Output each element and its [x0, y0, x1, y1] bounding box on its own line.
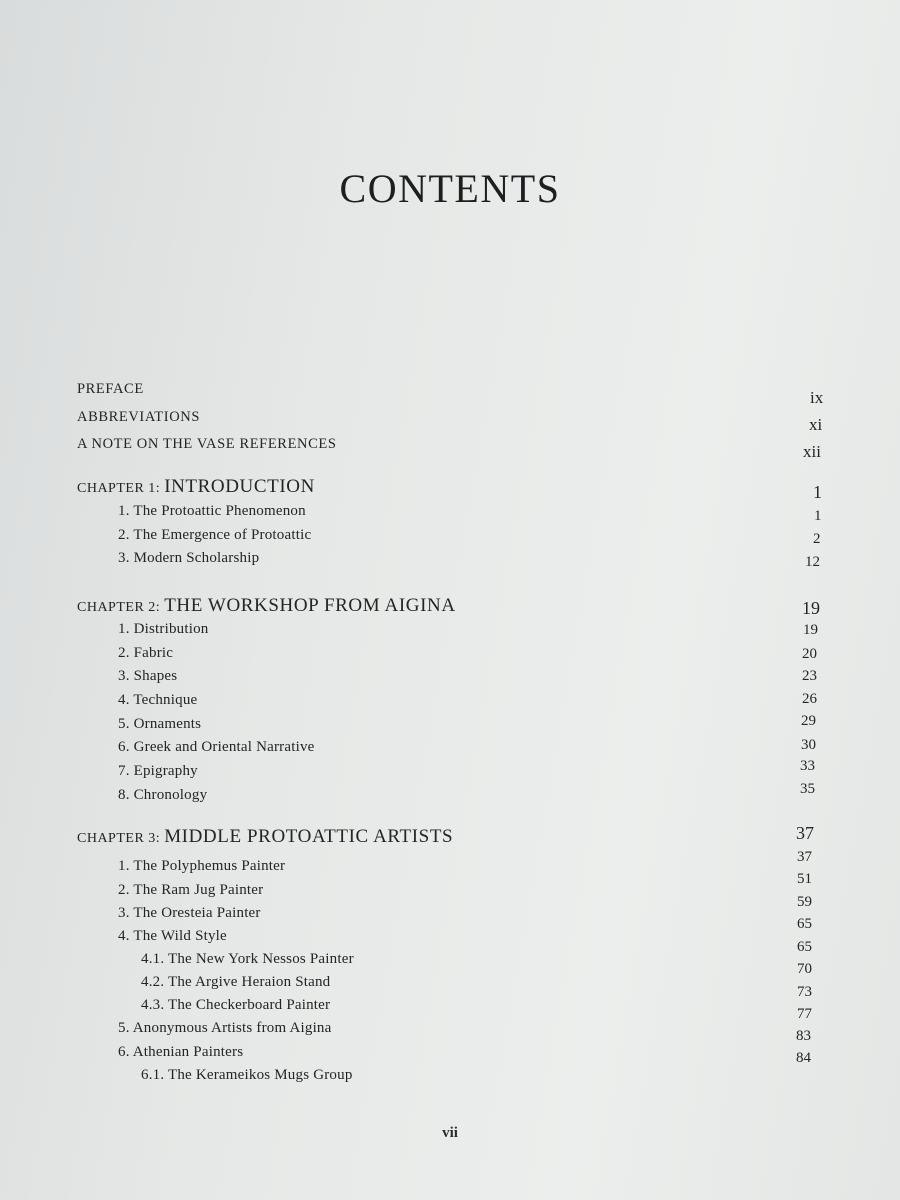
toc-entry-label: 4.1. The New York Nessos Painter [141, 951, 354, 967]
toc-section [0, 739, 900, 761]
toc-entry-label: 1. Distribution [118, 621, 209, 637]
toc-page-number: 12 [805, 554, 820, 570]
toc-section [0, 692, 900, 714]
toc-section [0, 668, 900, 690]
toc-entry-label: 7. Epigraphy [118, 763, 198, 779]
toc-page-number: 65 [797, 916, 812, 932]
page-folio: vii [442, 1125, 458, 1141]
toc-page-number: 37 [797, 849, 812, 865]
toc-entry-preface [0, 381, 900, 407]
chapter-heading [77, 595, 456, 617]
toc-entry-label: 5. Ornaments [118, 716, 202, 732]
chapter-prefix: CHAPTER 2: [77, 600, 165, 615]
toc-page-number: 51 [797, 871, 812, 887]
toc-entry-label: 2. The Ram Jug Painter [118, 882, 264, 898]
toc-section [0, 713, 900, 738]
toc-entry-vase-references-note [0, 436, 900, 461]
toc-chapter-1 [0, 476, 900, 502]
toc-page-number: 30 [801, 737, 816, 753]
toc-entry-label: 2. The Emergence of Protoattic [118, 527, 312, 543]
toc-page-number: 37 [796, 823, 814, 843]
toc-entry-label: 6.1. The Kerameikos Mugs Group [141, 1067, 353, 1083]
chapter-title: THE WORKSHOP FROM AIGINA [164, 595, 456, 616]
toc-entry-label: A NOTE ON THE VASE REFERENCES [77, 436, 337, 452]
chapter-title: MIDDLE PROTOATTIC ARTISTS [164, 826, 454, 847]
toc-entry-label: 6. Greek and Oriental Narrative [118, 739, 315, 755]
toc-entry-label: 3. Shapes [118, 668, 178, 684]
toc-entry-label: 1. The Protoattic Phenomenon [118, 503, 306, 519]
toc-page-number: 19 [802, 598, 820, 618]
toc-section [0, 961, 900, 996]
toc-chapter-2 [0, 595, 900, 617]
toc-page-number: 84 [796, 1050, 811, 1066]
toc-section [0, 894, 900, 927]
toc-page-number: 33 [800, 758, 815, 774]
toc-entry-abbreviations [0, 409, 900, 434]
toc-page-number: 73 [797, 984, 812, 1000]
toc-page-number: xi [809, 415, 823, 434]
toc-entry-label: 3. The Oresteia Painter [118, 905, 261, 921]
toc-entry-label: 4. Technique [118, 692, 198, 708]
toc-entry-label: 1. The Polyphemus Painter [118, 858, 286, 874]
toc-section [0, 645, 900, 667]
page-title: CONTENTS [339, 166, 561, 211]
toc-page-number: 26 [802, 691, 817, 707]
toc-chapter-3 [0, 823, 900, 848]
toc-page-number: 35 [800, 781, 815, 797]
toc-entry-label: 4.3. The Checkerboard Painter [141, 997, 331, 1013]
toc-section [0, 503, 900, 525]
toc-entry-label: 4. The Wild Style [118, 928, 227, 944]
toc-entry-label: ABBREVIATIONS [77, 409, 200, 425]
toc-entry-label: 2. Fabric [118, 645, 174, 661]
toc-page-number: 29 [801, 713, 816, 729]
toc-section [0, 527, 900, 549]
toc-page-number: 2 [813, 531, 821, 547]
toc-page-number: 83 [796, 1028, 811, 1044]
chapter-heading [77, 826, 453, 848]
toc-page-number: ix [810, 388, 824, 407]
toc-section [0, 758, 900, 785]
toc-section [0, 984, 900, 1019]
toc-page-number: 59 [797, 894, 812, 910]
toc-page-number: 20 [802, 646, 817, 662]
toc-page-number: 77 [797, 1006, 812, 1022]
toc-section [0, 1006, 900, 1042]
toc-section [0, 849, 900, 880]
toc-page-number: 1 [813, 482, 822, 502]
toc-section [0, 550, 900, 572]
toc-section [0, 871, 900, 904]
toc-page-number: 19 [803, 622, 818, 638]
toc-page-number: 23 [802, 668, 817, 684]
toc-section [0, 781, 900, 809]
toc-entry-label: 4.2. The Argive Heraion Stand [141, 974, 331, 990]
toc-entry-label: 8. Chronology [118, 787, 208, 803]
toc-section [0, 939, 900, 973]
chapter-title: INTRODUCTION [164, 476, 315, 497]
chapter-heading [77, 476, 315, 498]
toc-entry-label: 3. Modern Scholarship [118, 550, 260, 566]
toc-page-number: xii [803, 442, 821, 461]
toc-section [0, 621, 900, 643]
toc-section [0, 916, 900, 950]
toc-page-number: 65 [797, 939, 812, 955]
toc-page-number: 1 [814, 508, 822, 524]
chapter-prefix: CHAPTER 1: [77, 481, 165, 496]
toc-entry-label: PREFACE [77, 381, 144, 397]
toc-entry-label: 6. Athenian Painters [118, 1044, 244, 1060]
chapter-prefix: CHAPTER 3: [77, 831, 165, 846]
toc-entry-label: 5. Anonymous Artists from Aigina [118, 1020, 332, 1036]
toc-page-number: 70 [797, 961, 812, 977]
